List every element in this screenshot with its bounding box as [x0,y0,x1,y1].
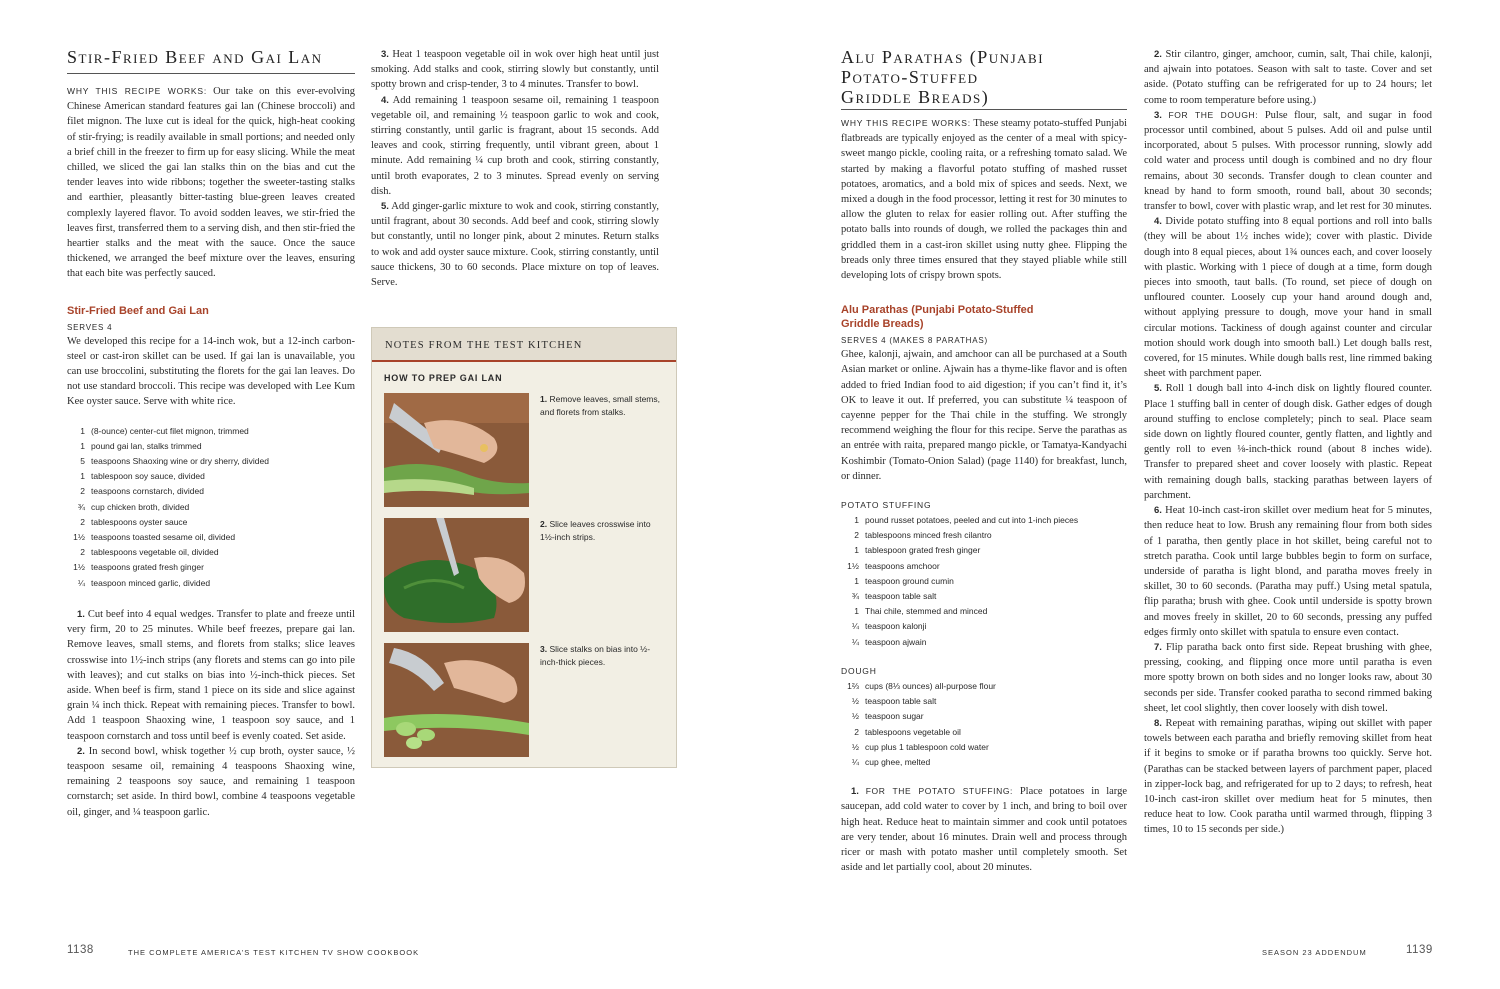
ingredient-text: cup plus 1 tablespoon cold water [865,741,989,752]
recipe-step: 3. Heat 1 teaspoon vegetable oil in wok over high heat until just smoking. Add stalks and cook, stirring slowly but constantly, until spotty brown and crisp-tender, 3 to 4 minutes. Transfer to bowl. [371,49,659,91]
dough-heading: DOUGH [841,665,877,676]
recipe-subtitle: Stir-Fried Beef and Gai Lan [67,304,209,317]
ingredient-text: teaspoons toasted sesame oil, divided [91,532,236,543]
ingredient-item [67,515,355,530]
ingredient-item [67,576,355,591]
caption-3: 3. Slice stalks on bias into ½-inch-thick pieces. [540,644,651,667]
recipe-title-right [841,47,1127,107]
left-column-1 [67,47,355,820]
ingredient-text: (8-ounce) center-cut filet mignon, trimmed [91,425,249,436]
why-text: Our take on this ever-evolving Chinese American standard features gai lan (Chinese broccoli) and filet mignon. The luxe cut is ideal for the quick, high-heat cooking of stir-frying; is readily available in small portions; and needed only a brief chill in the freezer to firm up for easy slicing. While the meat chilled, we sliced the gai lan stalks thin on the bias and cut the tender leaves into wide ribbons; together the sweeter-tasting stalks and earthier, pleasantly bitter-tasting blue-green leaves created complexly layered flavor. To avoid sodden leaves, we stir-fried the leaves first, transferred them to a serving dish, and then stir-fried the heartier stalks and the meat with the sauce. Once the sauce thickened, we arranged the beef mixture over the leaves, ensuring that each bite was perfectly sauced. [67,86,355,280]
book-title: THE COMPLETE AMERICA’S TEST KITCHEN TV SHOW COOKBOOK [128,948,420,957]
why-text-right: These steamy potato-stuffed Punjabi flatbreads are typically enjoyed as the center of a meal with spicy-sweet mango pickle, cooling raita, or a refreshing tomato salad. We started by making a flavorful potato stuffing of mashed russet potatoes, aromatics, and a bold mix of spices and seeds. Next, we mixed a dough in the food processor, letting it rest for 30 minutes to allow the gluten to relax for easier rolling out. After stuffing the potato balls into rounds of dough, we rolled the packages thin and griddled them in a cast-iron skillet using nutty ghee. Flipping the breads only three times ensured that they stayed pliable while still developing lots of crispy brown spots. [841,118,1128,282]
ingredient-text: teaspoon table salt [865,696,937,707]
ingredient-qty: ½ [851,696,859,707]
ingredient-item [841,543,1127,558]
ingredient-item [841,694,1127,709]
ingredient-qty: 1½ [73,532,85,543]
ingredient-qty: 2 [80,486,85,497]
ingredient-text: tablespoons vegetable oil, divided [91,547,219,558]
ingredient-text: cup chicken broth, divided [91,501,190,512]
serves-label-right: SERVES 4 (MAKES 8 PARATHAS) [841,336,988,346]
ingredient-text: teaspoons grated fresh ginger [91,562,204,573]
ingredient-item [67,500,355,515]
ingredient-text: teaspoons Shaoxing wine or dry sherry, divided [91,456,269,467]
notes-header: NOTES FROM THE TEST KITCHEN [372,328,676,362]
recipe-step: 2. In second bowl, whisk together ½ cup broth, oyster sauce, ½ teaspoon sesame oil, remaining 4 teaspoons Shaoxing wine, remaining 2 teaspoons soy sauce, and remaining 1 teaspoon cornstarch; set aside. In third bowl, combine 4 teaspoons vegetable oil, ginger, and ¼ teaspoon garlic. [67,745,355,818]
ingredient-text: tablespoons vegetable oil [865,726,961,737]
notes-subhead: HOW TO PREP GAI LAN [384,373,503,383]
ingredient-text: cup ghee, melted [865,756,931,767]
ingredient-item [841,679,1127,694]
caption-2: 2. Slice leaves crosswise into 1½-inch strips. [540,519,651,542]
ingredient-qty: 2 [80,516,85,527]
ingredient-text: teaspoon ground cumin [865,575,954,586]
ingredient-text: teaspoon ajwain [865,636,927,647]
notes-box [371,327,677,768]
photo-slice-stalks [384,643,529,757]
recipe-step: 5. Add ginger-garlic mixture to wok and cook, stirring constantly, until fragrant, about 30 seconds. Add beef and cook, stirring slowly but constantly, until no longer pink, about 2 minutes. Return stalks to wok and add oyster sauce mixture. Cook, stirring constantly, until sauce thickens, 30 to 60 seconds. Place mixture on top of leaves. Serve. [371,201,659,289]
right-page-number: 1139 [1406,944,1433,956]
ingredient-qty: 1 [854,606,859,617]
ingredient-text: pound russet potatoes, peeled and cut into 1-inch pieces [865,515,1079,526]
ingredient-item [841,635,1127,650]
ingredient-item [67,469,355,484]
ingredient-text: teaspoons cornstarch, divided [91,486,204,497]
ingredient-text: cups (8⅓ ounces) all-purpose flour [865,680,996,691]
why-label: WHY THIS RECIPE WORKS: [67,86,208,96]
ingredient-qty: ¼ [851,621,859,632]
title-rule [67,73,355,74]
recipe-step: 4. Add remaining 1 teaspoon sesame oil, remaining 1 teaspoon vegetable oil, and remaining ½ teaspoon garlic to wok and cook, stirring constantly, until garlic is fragrant, about 15 seconds. Add leaves and cook, stirring frequently, until vibrant green, about 1 minute. Add remaining ¼ cup broth and cook, stirring constantly, until broth evaporates, 2 to 3 minutes. Spread evenly on serving dish. [371,94,659,197]
ingredient-qty: 1 [80,471,85,482]
recipe-step: 1. Cut beef into 4 equal wedges. Transfer to plate and freeze until very firm, 20 to 25 minutes. While beef freezes, prepare gai lan. Remove leaves, small stems, and florets from stalks; slice leaves crosswise into 1½-inch strips (any florets and stems can go into pile with leaves); and cut stalks on bias into ½-inch-thick pieces. Set aside. When beef is firm, stand 1 piece on its side and slice against grain ¼ inch thick. Repeat with remaining pieces. Transfer to bowl. Add 1 teaspoon Shaoxing wine, 1 teaspoon soy sauce, and 1 teaspoon cornstarch and toss until beef is evenly coated. Set aside. [67,608,356,742]
recipe-step: 2. Stir cilantro, ginger, amchoor, cumin, salt, Thai chile, kalonji, and ajwain into potatoes. Season with salt to taste. Cover and set aside. (Potato stuffing can be refrigerated for up to 24 hours; let come to room temperature before using.) [1144,49,1433,106]
ingredient-item [841,528,1127,543]
ingredient-item [67,530,355,545]
ingredient-qty: ¾ [851,591,859,602]
ingredient-item [841,755,1127,770]
ingredient-qty: 2 [854,726,859,737]
ingredient-text: tablespoon grated fresh ginger [865,545,981,556]
ingredient-qty: 1 [854,545,859,556]
ingredient-qty: ½ [851,741,859,752]
recipe-step: 8. Repeat with remaining parathas, wiping out skillet with paper towels between each paratha and briefly removing skillet from heat if it begins to smoke or if paratha browns too quickly. Serve hot. (Parathas can be stacked between layers of parchment paper, placed in zipper-lock bag, and refrigerated for up to 2 days; to refresh, heat 10-inch cast-iron skillet over medium heat for 5 minutes, then reduce heat to low. Cook paratha until warmed through, flipping 3 times, 10 to 15 seconds per side.) [1144,717,1433,836]
dough-list [841,679,1127,770]
steps-col2 [371,47,659,290]
ingredient-qty: 1 [854,515,859,526]
ingredient-item [841,574,1127,589]
ingredient-qty: ¾ [77,501,85,512]
ingredient-qty: ¼ [851,756,859,767]
serves-label: SERVES 4 [67,322,113,332]
ingredient-item [67,545,355,560]
ingredient-text: Thai chile, stemmed and minced [865,606,988,617]
ingredient-text: tablespoons oyster sauce [91,516,188,527]
ingredient-item [841,589,1127,604]
ingredient-text: teaspoon table salt [865,591,937,602]
step-1-right: 1. FOR THE POTATO STUFFING: Place potatoes in large saucepan, add cold water to cover by 1 inch, and bring to boil over high heat. Reduce heat to maintain simmer and cook until potatoes are very tender, about 16 minutes. Drain well and process through ricer or mash with potato masher until completely smooth. Set aside and let partially cool, about 20 minutes. [841,786,1127,874]
ingredient-text: teaspoons amchoor [865,560,940,571]
ingredient-item [67,454,355,469]
ingredient-item [841,559,1127,574]
recipe-subtitle-right: Alu Parathas (Punjabi Potato-Stuffed Griddle Breads) [841,304,1034,331]
photo-slice-leaves [384,518,529,632]
title-line-3: Griddle Breads) [841,87,990,107]
stuffing-heading: POTATO STUFFING [841,500,932,511]
steps-col1 [67,607,355,820]
photo-remove-leaves [384,393,529,507]
ingredient-text: teaspoon minced garlic, divided [91,577,211,588]
ingredient-text: teaspoon sugar [865,711,924,722]
ingredient-item [67,439,355,454]
ingredient-item [841,725,1127,740]
left-page-number: 1138 [67,944,94,956]
recipe-step: 7. Flip paratha back onto first side. Repeat brushing with ghee, pressing, cooking, and flipping once more until paratha is even more spotty brown on both sides and no longer looks raw, about 30 seconds per side. Transfer cooked paratha to second rimmed baking sheet, let cool slightly, then cover loosely with dish towel. [1144,641,1432,714]
ingredient-qty: 2 [80,547,85,558]
ingredient-qty: 5 [80,456,85,467]
ingredient-qty: 1 [854,575,859,586]
ingredient-qty: 2 [854,530,859,541]
recipe-intro: We developed this recipe for a 14-inch wok, but a 12-inch carbon-steel or cast-iron skillet can be used. If gai lan is unavailable, you can use broccolini, substituting the florets for the gai lan leaves. Do not use standard broccoli. This recipe was developed with Lee Kum Kee oyster sauce. Serve with white rice. [67,335,355,408]
title-rule-right [841,109,1127,110]
title-line-2: Potato-Stuffed [841,67,979,87]
ingredient-qty: 1⅔ [847,680,859,691]
recipe-title: Stir-Fried Beef and Gai Lan [67,47,323,67]
section-title: SEASON 23 ADDENDUM [1262,948,1367,957]
ingredient-qty: 1 [80,425,85,436]
ingredient-item [67,424,355,439]
ingredient-item [841,604,1127,619]
recipe-step: 6. Heat 10-inch cast-iron skillet over medium heat for 5 minutes, then reduce heat to low. Brush any remaining flour from both sides of 1 paratha, then gently place in hot skillet, being careful not to stretch paratha. Cook until large bubbles begin to form on surface, underside of paratha is light blond, and paratha moves freely in skillet, 30 to 60 seconds. (Paratha may puff.) Using metal spatula, flip paratha; brush with ghee. Cook until underside is spotty brown and moves freely in skillet, 20 to 60 seconds, pressing any puffed edges firmly onto skillet with spatula to ensure even contact. [1144,505,1433,638]
why-this-works [67,84,355,282]
left-column-2 [371,47,659,290]
ingredient-item [67,560,355,575]
stuffing-list [841,513,1127,650]
ingredient-text: teaspoon kalonji [865,621,927,632]
ingredient-item [841,709,1127,724]
right-column-1 [841,47,1127,875]
ingredient-qty: 1 [80,440,85,451]
ingredient-text: tablespoons minced fresh cilantro [865,530,992,541]
ingredient-item [841,740,1127,755]
recipe-step: 4. Divide potato stuffing into 8 equal portions and roll into balls (they will be about 1½ inches wide); cover with plastic. Divide dough into 8 equal pieces, about 1¾ ounces each, and cover loosely with plastic. Working with 1 piece of dough at a time, form dough pieces into smooth, taut balls. (To round, set piece of dough on unfloured counter. Loosely cup your hand around dough and, without applying pressure to dough, move your hand in small circular motions. Tackiness of dough against counter and circular motion should work dough into smooth ball.) Let dough balls rest, covered, for 15 minutes. While dough balls rest, line rimmed baking sheet with parchment paper. [1144,216,1432,380]
ingredient-qty: 1½ [73,562,85,573]
ingredient-item [67,484,355,499]
ingredient-qty: ½ [851,711,859,722]
ingredient-text: tablespoon soy sauce, divided [91,471,205,482]
ingredient-qty: ¼ [851,636,859,647]
ingredient-item [841,513,1127,528]
ingredient-item [841,619,1127,634]
recipe-step: 3. FOR THE DOUGH: Pulse flour, salt, and sugar in food processor until combined, about 5 pulses. Add oil and pulse until incorporated, about 5 pulses. With processor running, slowly add cold water and process until dough is combined and no dry flour remains, about 30 seconds. Transfer dough to clean counter and knead by hand to form smooth, round ball, about 30 seconds; transfer to bowl, cover with plastic wrap, and let rest for 30 minutes. [1144,109,1433,213]
recipe-step: 5. Roll 1 dough ball into 4-inch disk on lightly floured counter. Place 1 stuffing ball in center of dough disk. Gather edges of dough around stuffing to enclose completely; pinch to seal. Place seam side down on lightly floured counter, gently flatten, and lightly and gently roll to even ⅛-inch-thick round (about 8 inches wide). Transfer to prepared sheet and cover loosely with plastic. Repeat with remaining dough balls, stacking parathas between layers of parchment. [1144,383,1433,501]
steps-col2-right [1144,47,1432,838]
ingredient-qty: 1½ [847,560,859,571]
title-line-1: Alu Parathas (Punjabi [841,47,1045,67]
ingredient-qty: ¼ [77,577,85,588]
why-label-right: WHY THIS RECIPE WORKS: [841,118,971,128]
ingredient-list [67,424,355,591]
caption-1: 1. Remove leaves, small stems, and florets from stalks. [540,394,661,417]
why-this-works-right [841,116,1127,283]
recipe-intro-right: Ghee, kalonji, ajwain, and amchoor can all be purchased at a South Asian market or online. Ajwain has a thyme-like flavor and is often added to fried Indian food to aid digestion; if you can’t find it, it’s OK to leave it out. If preferred, you can substitute ¼ teaspoon of cayenne pepper for the Thai chile in the stuffing. We strongly recommend weighing the flour for this recipe. Serve the parathas as an entrée with raita, prepared mango pickle, or Tamatya-Kandyachi Koshimbir (Tomato-Onion Salad) (page 1140) for breakfast, lunch, or dinner. [841,349,1127,482]
ingredient-text: pound gai lan, stalks trimmed [91,440,202,451]
right-column-2 [1144,47,1432,838]
